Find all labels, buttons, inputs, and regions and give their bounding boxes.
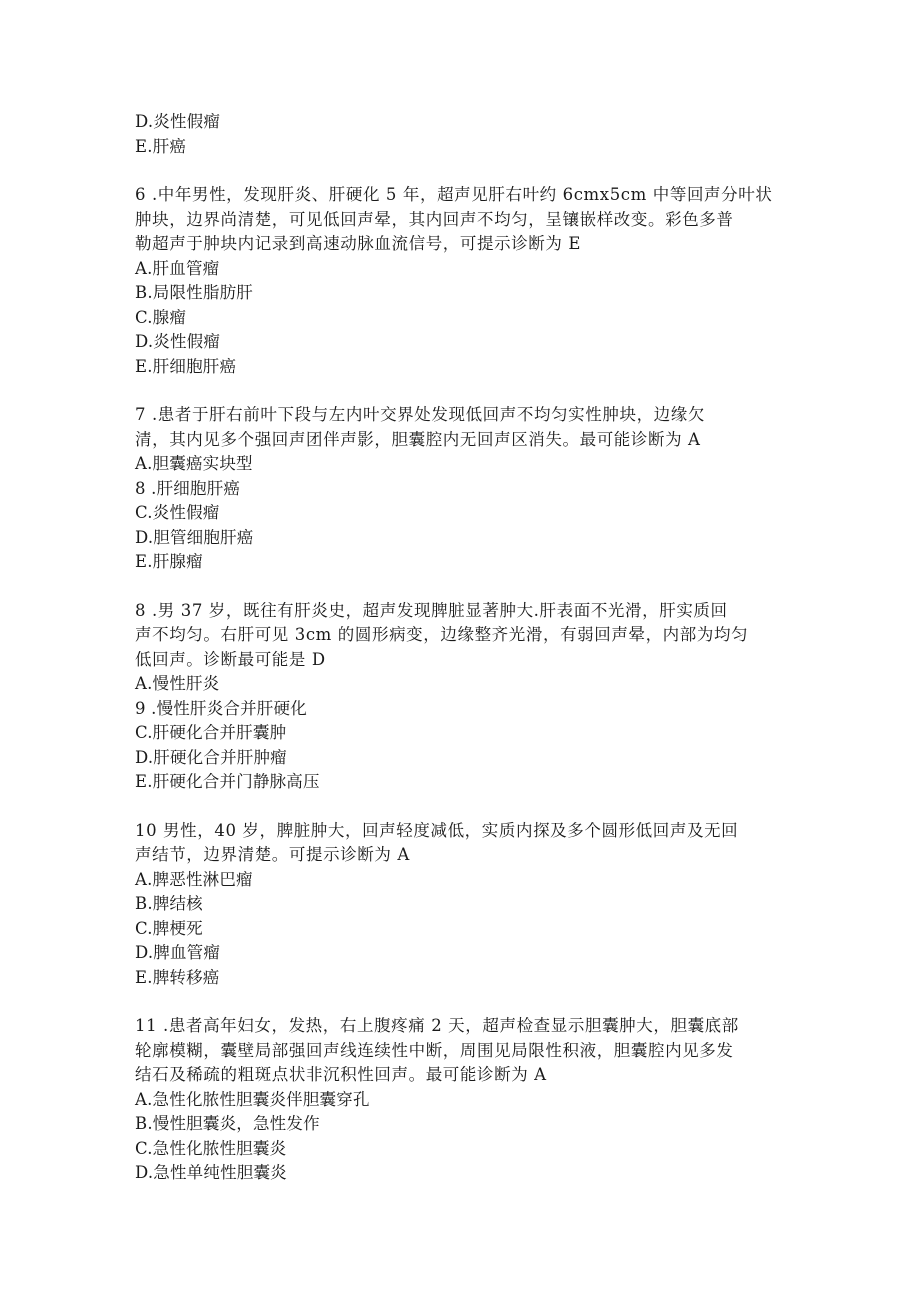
option-list — [135, 868, 785, 991]
stem-line: 10 男性，40 岁，脾脏肿大，回声轻度减低，实质内探及多个圆形低回声及无回 — [135, 820, 739, 840]
question-stem — [135, 1014, 785, 1088]
stem-line: 勒超声于肿块内记录到高速动脉血流信号，可提示诊断为 E — [135, 234, 581, 253]
option-list — [135, 110, 785, 159]
option-e: E.肝腺瘤 — [135, 552, 203, 571]
question-stem — [135, 599, 785, 673]
stem-line: 7 .患者于肝右前叶下段与左内叶交界处发现低回声不均匀实性肿块，边缘欠 — [135, 405, 705, 424]
option-d: D.炎性假瘤 — [135, 332, 221, 351]
option-list — [135, 1088, 785, 1186]
question-stem — [135, 403, 785, 452]
option-d: D.炎性假瘤 — [135, 112, 221, 131]
option-d: D.急性单纯性胆囊炎 — [135, 1163, 287, 1182]
option-list — [135, 452, 785, 575]
stem-line: 声结节，边界清楚。可提示诊断为 A — [135, 845, 410, 864]
option-a: A.脾恶性淋巴瘤 — [135, 869, 253, 889]
question-10 — [135, 819, 785, 991]
option-list — [135, 257, 785, 380]
option-c: C.脾梗死 — [135, 918, 203, 938]
stem-line: 结石及稀疏的粗斑点状非沉积性回声。最可能诊断为 A — [135, 1065, 547, 1084]
option-a: A.胆囊癌实块型 — [135, 454, 253, 473]
option-b: 8 .肝细胞肝癌 — [135, 478, 241, 498]
option-e: E.肝硬化合并门静脉高压 — [135, 772, 320, 791]
option-d: D.脾血管瘤 — [135, 943, 221, 962]
stem-line: 轮廓模糊，囊壁局部强回声线连续性中断，周围见局限性积液，胆囊腔内见多发 — [135, 1040, 734, 1060]
stem-line: 清，其内见多个强回声团伴声影，胆囊腔内无回声区消失。最可能诊断为 A — [135, 429, 701, 449]
question-11 — [135, 1014, 785, 1186]
option-c: C.炎性假瘤 — [135, 503, 220, 522]
question-8 — [135, 599, 785, 795]
question-6 — [135, 183, 785, 379]
stem-line: 声不均匀。右肝可见 3cm 的圆形病变，边缘整齐光滑，有弱回声晕，内部为均匀 — [135, 625, 749, 644]
option-b: 9 .慢性肝炎合并肝硬化 — [135, 698, 307, 718]
document-page — [135, 110, 785, 1186]
option-c: C.腺瘤 — [135, 307, 187, 327]
option-e: E.脾转移癌 — [135, 967, 220, 987]
stem-line: 8 .男 37 岁，既往有肝炎史，超声发现脾脏显著肿大.肝表面不光滑，肝实质回 — [135, 600, 728, 620]
option-list — [135, 672, 785, 795]
option-a: A.急性化脓性胆囊炎伴胆囊穿孔 — [135, 1089, 370, 1109]
option-d: D.肝硬化合并肝肿瘤 — [135, 747, 287, 767]
option-a: A.慢性肝炎 — [135, 674, 220, 693]
option-c: C.肝硬化合并肝囊肿 — [135, 723, 287, 742]
stem-line: 11 .患者高年妇女，发热，右上腹疼痛 2 天，超声检查显示胆囊肿大，胆囊底部 — [135, 1016, 739, 1035]
stem-line: 6 .中年男性，发现肝炎、肝硬化 5 年，超声见肝右叶约 6cmx5cm 中等回声分叶状 — [135, 185, 773, 204]
option-d: D.胆管细胞肝癌 — [135, 527, 254, 547]
option-b: B.局限性脂肪肝 — [135, 283, 253, 302]
stem-line: 低回声。诊断最可能是 D — [135, 649, 326, 669]
question-7 — [135, 403, 785, 575]
option-a: A.肝血管瘤 — [135, 258, 220, 278]
option-b: B.脾结核 — [135, 894, 203, 913]
question-stem — [135, 819, 785, 868]
stem-line: 肿块，边界尚清楚，可见低回声晕，其内回声不均匀，呈镶嵌样改变。彩色多普 — [135, 209, 734, 229]
option-b: B.慢性胆囊炎，急性发作 — [135, 1114, 320, 1133]
option-e: E.肝癌 — [135, 136, 187, 156]
option-c: C.急性化脓性胆囊炎 — [135, 1138, 287, 1158]
question-block-continued — [135, 110, 785, 159]
option-e: E.肝细胞肝癌 — [135, 356, 237, 376]
question-stem — [135, 183, 785, 257]
